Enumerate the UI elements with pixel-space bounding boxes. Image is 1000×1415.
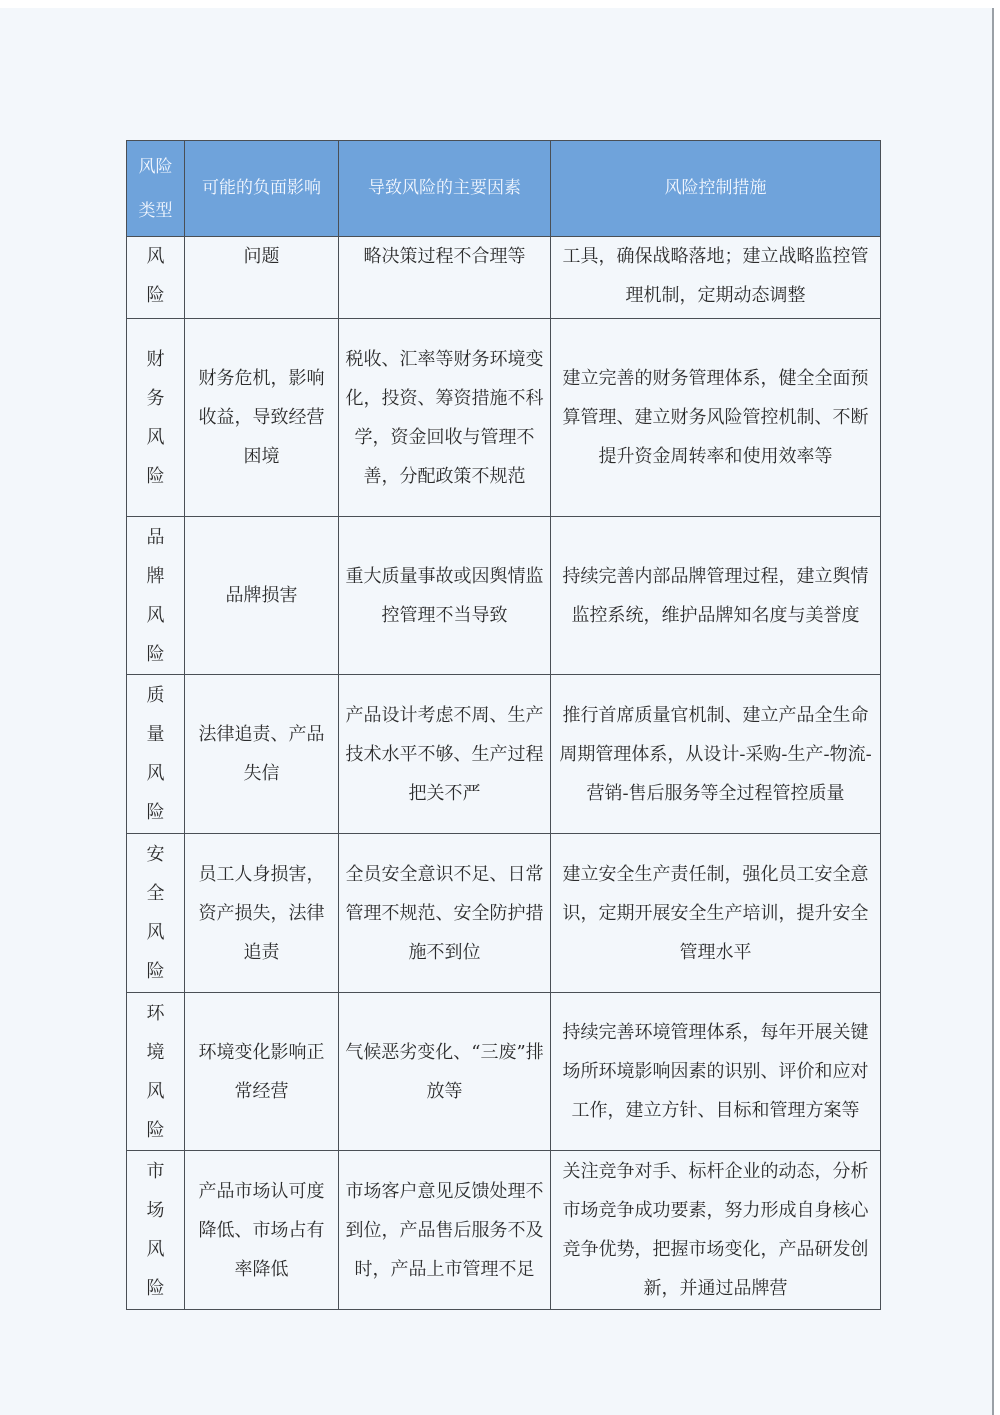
factors-cell: 市场客户意见反馈处理不到位，产品售后服务不及时，产品上市管理不足	[339, 1151, 551, 1310]
measures-cell: 关注竞争对手、标杆企业的动态，分析市场竞争成功要素，努力形成自身核心竞争优势，把握市场变化，产品研发创新，并通过品牌营	[551, 1151, 881, 1310]
impact-cell: 员工人身损害，资产损失，法律追责	[185, 834, 339, 993]
measures-cell: 持续完善内部品牌管理过程，建立舆情监控系统，维护品牌知名度与美誉度	[551, 517, 881, 675]
impact-cell: 产品市场认可度降低、市场占有率降低	[185, 1151, 339, 1310]
impact-cell: 品牌损害	[185, 517, 339, 675]
measures-cell: 工具，确保战略落地；建立战略监控管理机制，定期动态调整	[551, 237, 881, 319]
table-row	[127, 675, 881, 834]
table-row	[127, 993, 881, 1151]
measures-cell: 建立安全生产责任制，强化员工安全意识，定期开展安全生产培训，提升安全管理水平	[551, 834, 881, 993]
table-row	[127, 319, 881, 517]
factors-cell: 税收、汇率等财务环境变化，投资、筹资措施不科学，资金回收与管理不善，分配政策不规范	[339, 319, 551, 517]
header-main-factors: 导致风险的主要因素	[339, 141, 551, 237]
impact-cell: 问题	[185, 237, 339, 319]
measures-cell: 持续完善环境管理体系，每年开展关键场所环境影响因素的识别、评价和应对工作，建立方针、目标和管理方案等	[551, 993, 881, 1151]
risk-type-cell: 财 务 风 险	[127, 319, 185, 517]
document-page	[0, 8, 994, 1415]
table-row	[127, 237, 881, 319]
factors-cell: 略决策过程不合理等	[339, 237, 551, 319]
risk-type-cell: 环 境 风 险	[127, 993, 185, 1151]
measures-cell: 建立完善的财务管理体系，健全全面预算管理、建立财务风险管控机制、不断提升资金周转率和使用效率等	[551, 319, 881, 517]
header-risk-type: 风险 类型	[127, 141, 185, 237]
impact-cell: 法律追责、产品失信	[185, 675, 339, 834]
header-control-measures: 风险控制措施	[551, 141, 881, 237]
risk-type-cell: 质 量 风 险	[127, 675, 185, 834]
factors-cell: 气候恶劣变化、“三废”排放等	[339, 993, 551, 1151]
risk-type-cell: 风 险	[127, 237, 185, 319]
table-row	[127, 517, 881, 675]
measures-cell: 推行首席质量官机制、建立产品全生命周期管理体系，从设计-采购-生产-物流-营销-售后服务等全过程管控质量	[551, 675, 881, 834]
factors-cell: 重大质量事故或因舆情监控管理不当导致	[339, 517, 551, 675]
table-header-row	[127, 141, 881, 237]
risk-type-cell: 市 场 风 险	[127, 1151, 185, 1310]
impact-cell: 环境变化影响正常经营	[185, 993, 339, 1151]
impact-cell: 财务危机，影响收益，导致经营困境	[185, 319, 339, 517]
risk-type-cell: 安 全 风 险	[127, 834, 185, 993]
header-negative-impact: 可能的负面影响	[185, 141, 339, 237]
risk-type-cell: 品 牌 风 险	[127, 517, 185, 675]
factors-cell: 产品设计考虑不周、生产技术水平不够、生产过程把关不严	[339, 675, 551, 834]
factors-cell: 全员安全意识不足、日常管理不规范、安全防护措施不到位	[339, 834, 551, 993]
risk-control-table	[126, 140, 881, 1310]
table-row	[127, 834, 881, 993]
table-row	[127, 1151, 881, 1310]
